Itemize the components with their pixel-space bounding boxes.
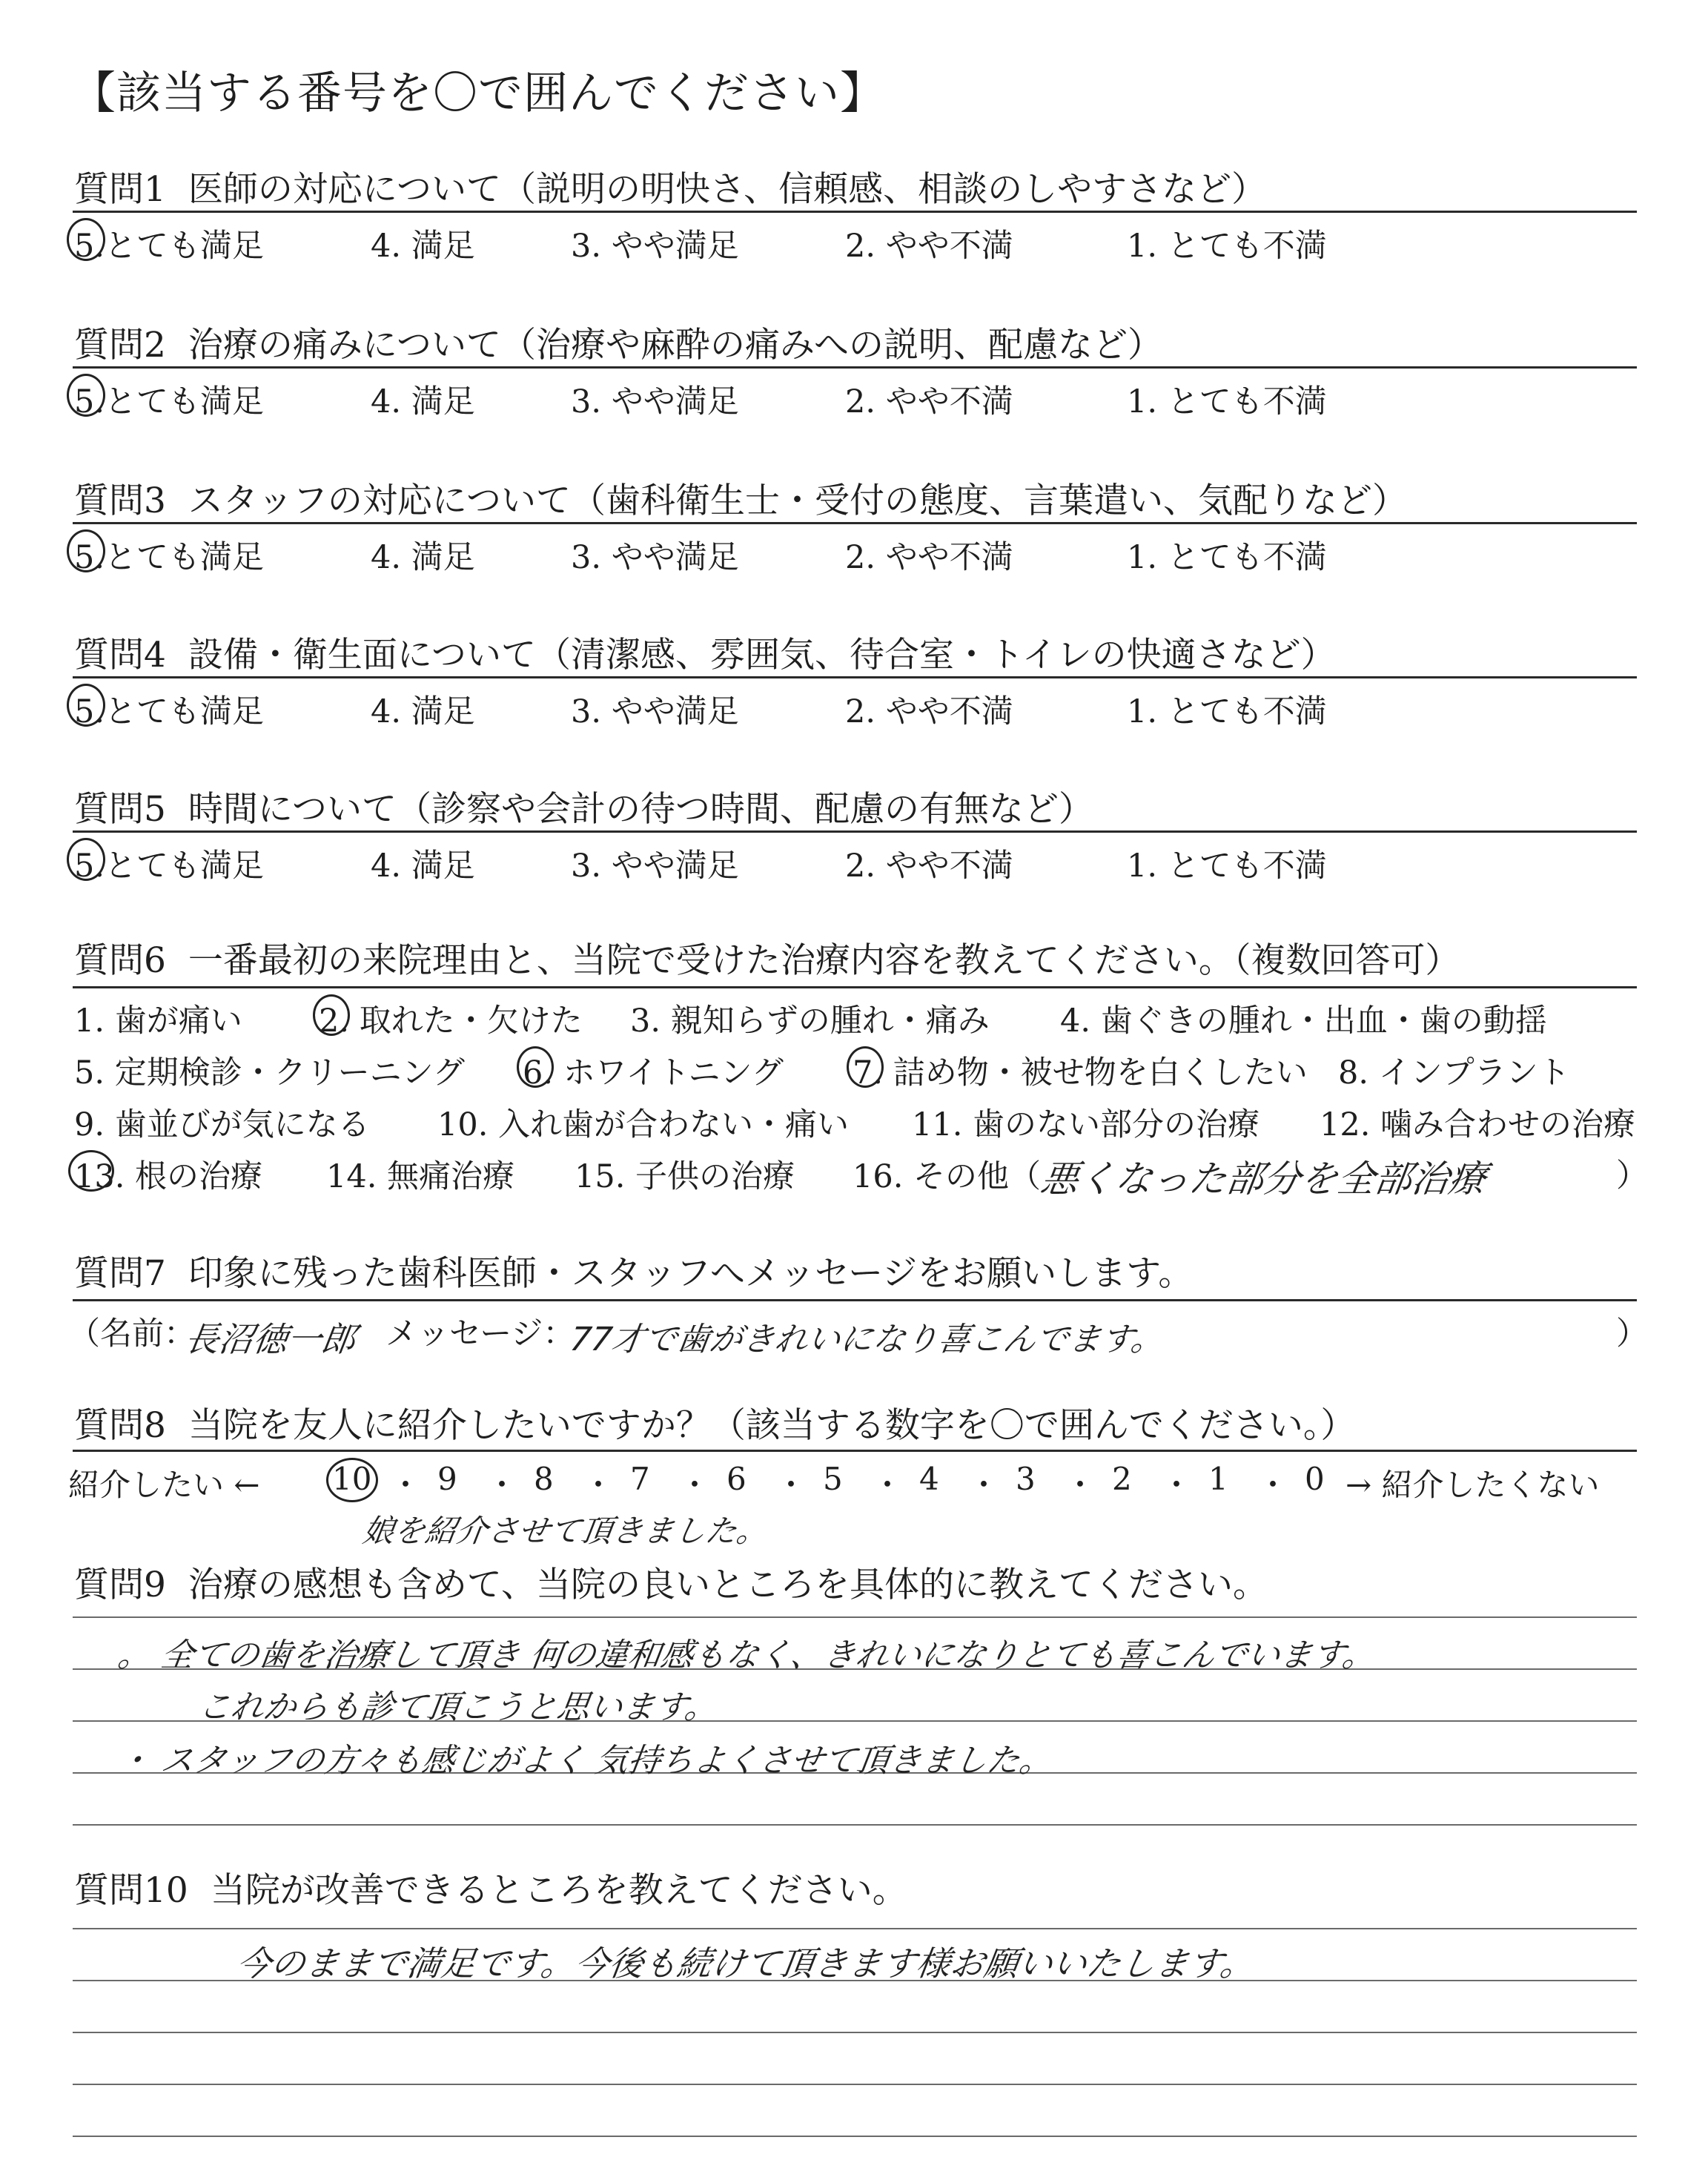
q6-option-7[interactable]: 7. 詰め物・被せ物を白くしたい [853, 1054, 1308, 1091]
q6-number: 質問6 [74, 940, 166, 981]
q6-option-16[interactable]: 16. その他（ [853, 1158, 1042, 1195]
q1-option-2[interactable]: 2. やや不満 [845, 228, 1013, 265]
q3-heading [74, 473, 1407, 523]
q7-text: 印象に残った歯科医師・スタッフへメッセージをお願いします。 [188, 1253, 1194, 1294]
q6-rule [73, 986, 1637, 988]
q6-other-answer[interactable]: 悪くなった部分を全部治療 [1038, 1157, 1489, 1200]
q4-text: 設備・衛生面について（清潔感、雰囲気、待合室・トイレの快適さなど） [188, 635, 1336, 676]
q3-option-3[interactable]: 3. やや満足 [571, 539, 739, 576]
q3-rule [73, 522, 1637, 524]
q7-name-value[interactable]: 長沼徳一郎 [182, 1319, 359, 1359]
q6-option-14[interactable]: 14. 無痛治療 [326, 1158, 515, 1195]
q6-option-13[interactable]: 13. 根の治療 [74, 1158, 263, 1195]
q8-scale-separator: ・ [968, 1467, 1000, 1503]
q3-answer-circle [67, 529, 105, 572]
q10-answer-1[interactable]: 今のままで満足です。今後も続けて頂きます様お願いいたします。 [234, 1943, 1258, 1984]
q2-option-1[interactable]: 1. とても不満 [1127, 383, 1327, 420]
q6-other-close: ） [1616, 1157, 1648, 1195]
q5-option-4[interactable]: 4. 満足 [371, 848, 475, 885]
q5-option-1[interactable]: 1. とても不満 [1127, 848, 1327, 885]
q5-option-2[interactable]: 2. やや不満 [845, 848, 1013, 885]
q7-number: 質問7 [74, 1253, 166, 1294]
q9-answer-3[interactable]: ・ スタッフの方々も感じがよく 気持ちよくさせて頂きました。 [115, 1742, 1055, 1780]
q8-scale-separator: ・ [775, 1467, 807, 1503]
q8-heading [74, 1398, 1355, 1447]
q5-text: 時間について（診察や会計の待つ時間、配慮の有無など） [188, 789, 1093, 830]
q8-scale-separator: ・ [583, 1467, 615, 1503]
q2-option-3[interactable]: 3. やや満足 [571, 383, 739, 420]
q6-option-3[interactable]: 3. 親知らずの腫れ・痛み [630, 1003, 990, 1040]
q1-answer-circle [67, 218, 105, 261]
q8-selected-circle [326, 1458, 378, 1502]
q2-text: 治療の痛みについて（治療や麻酔の痛みへの説明、配慮など） [188, 325, 1163, 366]
q8-scale-separator: ・ [486, 1467, 518, 1503]
q8-scale-separator: ・ [872, 1467, 904, 1503]
q1-option-4[interactable]: 4. 満足 [371, 228, 475, 265]
q6-option-6[interactable]: 6. ホワイトニング [523, 1054, 784, 1091]
q1-option-3[interactable]: 3. やや満足 [571, 228, 739, 265]
q8-scale-1[interactable]: 1 [1208, 1461, 1228, 1497]
q6-option-15[interactable]: 15. 子供の治療 [575, 1158, 795, 1195]
q4-answer-circle [67, 684, 105, 727]
q8-rule [73, 1450, 1637, 1452]
q3-number: 質問3 [74, 480, 166, 521]
q7-rule [73, 1299, 1637, 1301]
q5-number: 質問5 [74, 789, 166, 830]
q7-name-label: （名前： [68, 1315, 196, 1353]
q10-line-4 [73, 2084, 1637, 2085]
q10-line-1 [73, 1928, 1637, 1929]
q8-scale-0[interactable]: 0 [1305, 1461, 1325, 1497]
q8-scale-3[interactable]: 3 [1016, 1461, 1036, 1497]
q7-close: ） [1616, 1315, 1648, 1353]
q2-number: 質問2 [74, 325, 166, 366]
q6-text: 一番最初の来院理由と、当院で受けた治療内容を教えてください。（複数回答可） [188, 940, 1460, 981]
q6-circle-6 [517, 1046, 554, 1088]
q6-circle-2 [313, 994, 350, 1036]
q9-line-1 [73, 1616, 1637, 1618]
q8-scale-separator: ・ [679, 1467, 711, 1503]
q6-heading [74, 933, 1460, 982]
q6-option-4[interactable]: 4. 歯ぐきの腫れ・出血・歯の動揺 [1060, 1003, 1547, 1040]
q5-answer-circle [67, 838, 105, 881]
q6-option-10[interactable]: 10. 入れ歯が合わない・痛い [437, 1106, 850, 1143]
q8-scale-2[interactable]: 2 [1112, 1461, 1132, 1497]
q10-text: 当院が改善できるところを教えてください。 [210, 1870, 907, 1911]
q6-option-11[interactable]: 11. 歯のない部分の治療 [912, 1106, 1260, 1143]
q4-option-3[interactable]: 3. やや満足 [571, 693, 739, 730]
q8-scale-7[interactable]: 7 [630, 1461, 650, 1497]
q4-number: 質問4 [74, 635, 166, 676]
q6-option-9[interactable]: 9. 歯並びが気になる [74, 1106, 370, 1143]
q5-heading [74, 782, 1093, 831]
q8-note[interactable]: 娘を紹介させて頂きました。 [360, 1513, 771, 1549]
q3-option-4[interactable]: 4. 満足 [371, 539, 475, 576]
q2-option-5[interactable]: 5.とても満足 [74, 383, 265, 420]
q8-scale-8[interactable]: 8 [534, 1461, 554, 1497]
q10-line-5 [73, 2136, 1637, 2137]
q7-heading [74, 1246, 1193, 1295]
q4-option-4[interactable]: 4. 満足 [371, 693, 475, 730]
q4-option-5[interactable]: 5.とても満足 [74, 693, 265, 730]
q1-option-1[interactable]: 1. とても不満 [1127, 228, 1327, 265]
q1-rule [73, 211, 1637, 213]
q10-heading [74, 1863, 907, 1912]
q2-heading [74, 317, 1162, 367]
q4-rule [73, 676, 1637, 678]
q3-option-5[interactable]: 5.とても満足 [74, 539, 265, 576]
q9-answer-2[interactable]: これからも診て頂こうと思います。 [195, 1688, 721, 1726]
q7-message-value[interactable]: 77才で歯がきれいになり喜こんでます。 [567, 1321, 1167, 1358]
q8-number: 質問8 [74, 1405, 166, 1446]
q1-option-5[interactable]: 5.とても満足 [74, 228, 265, 265]
q2-answer-circle [67, 374, 105, 417]
q8-right-label: → 紹介したくない [1345, 1467, 1600, 1503]
q6-option-12[interactable]: 12. 噛み合わせの治療 [1320, 1106, 1636, 1143]
q8-scale-separator: ・ [1257, 1467, 1289, 1503]
q3-option-2[interactable]: 2. やや不満 [845, 539, 1013, 576]
q4-option-1[interactable]: 1. とても不満 [1127, 693, 1327, 730]
q6-option-1[interactable]: 1. 歯が痛い [74, 1003, 242, 1040]
q8-scale-5[interactable]: 5 [823, 1461, 843, 1497]
q6-option-5[interactable]: 5. 定期検診・クリーニング [74, 1054, 465, 1091]
q2-option-4[interactable]: 4. 満足 [371, 383, 475, 420]
q9-heading [74, 1557, 1268, 1607]
q4-option-2[interactable]: 2. やや不満 [845, 693, 1013, 730]
q5-option-5[interactable]: 5.とても満足 [74, 848, 265, 885]
q7-message-label: メッセージ： [385, 1315, 575, 1353]
q9-answer-1[interactable]: 。 全ての歯を治療して頂き 何の違和感もなく、きれいになりとても喜こんでいます。 [115, 1636, 1378, 1674]
q1-number: 質問1 [74, 169, 166, 210]
q8-scale-separator: ・ [1161, 1467, 1193, 1503]
q9-line-5 [73, 1824, 1637, 1826]
q8-scale-6[interactable]: 6 [726, 1461, 747, 1497]
q9-number: 質問9 [74, 1565, 166, 1605]
q5-option-3[interactable]: 3. やや満足 [571, 848, 739, 885]
q6-option-2[interactable]: 2. 取れた・欠けた [319, 1003, 583, 1040]
q8-left-label: 紹介したい ← [68, 1467, 260, 1503]
q2-option-2[interactable]: 2. やや不満 [845, 383, 1013, 420]
q2-rule [73, 366, 1637, 369]
q1-text: 医師の対応について（説明の明快さ、信頼感、相談のしやすさなど） [188, 169, 1267, 210]
q8-scale-4[interactable]: 4 [919, 1461, 939, 1497]
q1-heading [74, 162, 1266, 211]
q3-option-1[interactable]: 1. とても不満 [1127, 539, 1327, 576]
q8-scale-separator: ・ [390, 1467, 422, 1503]
q8-scale-10[interactable]: 10 [332, 1461, 372, 1497]
q6-option-8[interactable]: 8. インプラント [1338, 1054, 1570, 1091]
q6-circle-13 [68, 1150, 114, 1192]
q8-scale-separator: ・ [1065, 1467, 1096, 1503]
q8-scale-9[interactable]: 9 [437, 1461, 457, 1497]
q9-text: 治療の感想も含めて、当院の良いところを具体的に教えてください。 [188, 1565, 1268, 1605]
q10-number: 質問10 [74, 1870, 188, 1911]
q4-heading [74, 627, 1336, 677]
form-title: 【該当する番号を〇で囲んでください】 [71, 67, 885, 119]
q3-text: スタッフの対応について（歯科衛生士・受付の態度、言葉遣い、気配りなど） [188, 480, 1407, 521]
q10-line-3 [73, 2032, 1637, 2033]
q8-text: 当院を友人に紹介したいですか？（該当する数字を〇で囲んでください。） [188, 1405, 1356, 1446]
q6-circle-7 [847, 1046, 884, 1088]
q5-rule [73, 830, 1637, 833]
